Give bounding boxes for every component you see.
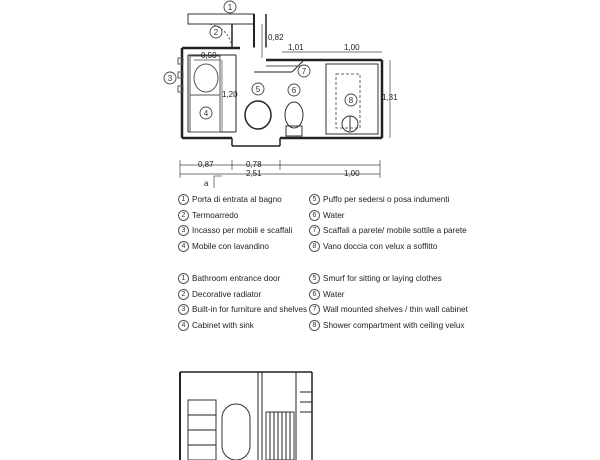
- dim-0-82: 0,82: [268, 33, 284, 42]
- marker-1: 1: [227, 3, 233, 12]
- legend-it-item-4: [178, 239, 328, 255]
- legend-text: Water: [323, 289, 345, 299]
- legend-it-item-2: [178, 208, 328, 224]
- dim-0-87: 0,87: [198, 160, 214, 169]
- marker-2-icon: 2: [178, 289, 189, 300]
- room-walls: [182, 48, 382, 138]
- legend-en-item-7: [309, 302, 489, 318]
- marker-5-icon: 5: [309, 194, 320, 205]
- legend-text: Decorative radiator: [192, 289, 262, 299]
- legend-en-item-5: [309, 271, 489, 287]
- section-elevation: [180, 372, 312, 460]
- marker-1-icon: 1: [178, 273, 189, 284]
- marker-5: 5: [255, 85, 261, 94]
- section-label-a: a: [204, 179, 209, 188]
- legend-text: Wall mounted shelves / thin wall cabinet: [323, 305, 468, 314]
- dim-1-00-bottom: 1,00: [344, 169, 360, 178]
- legend-it-item-7: [309, 223, 489, 239]
- marker-8-icon: 8: [309, 320, 320, 331]
- legend-italian-right: [309, 192, 489, 254]
- legend-it-item-5: [309, 192, 489, 208]
- marker-2: 2: [213, 28, 219, 37]
- marker-4-icon: 4: [178, 320, 189, 331]
- marker-6-icon: 6: [309, 289, 320, 300]
- legend-text: Water: [323, 210, 345, 220]
- legend-text: Bathroom entrance door: [192, 274, 281, 283]
- marker-1-icon: 1: [178, 194, 189, 205]
- marker-3-icon: 3: [178, 225, 189, 236]
- legend-en-item-8: [309, 318, 489, 334]
- dim-1-31: 1,31: [382, 93, 398, 102]
- marker-5-icon: 5: [309, 273, 320, 284]
- legend-it-item-1: [178, 192, 328, 208]
- marker-6-icon: 6: [309, 210, 320, 221]
- marker-6: 6: [291, 86, 297, 95]
- legend-text: Puffo per sedersi o posa indumenti: [323, 195, 450, 204]
- dim-1-00-top: 1,00: [344, 43, 360, 52]
- legend-text: Smurf for sitting or laying clothes: [323, 274, 442, 283]
- legend-en-item-1: [178, 271, 328, 287]
- legend-en-item-3: [178, 302, 328, 318]
- dim-0-78: 0,78: [246, 160, 262, 169]
- marker-3: 3: [167, 74, 173, 83]
- dim-1-20: 1,20: [222, 90, 238, 99]
- marker-3-icon: 3: [178, 304, 189, 315]
- legend-text: Built-in for furniture and shelves: [192, 305, 308, 314]
- legend-it-item-6: [309, 208, 489, 224]
- marker-7-icon: 7: [309, 225, 320, 236]
- bottom-frame: [232, 138, 280, 146]
- marker-8: 8: [348, 96, 354, 105]
- marker-8-icon: 8: [309, 241, 320, 252]
- dim-0-50: 0,50: [201, 51, 217, 60]
- entrance-door: [206, 24, 232, 48]
- legend-en-item-2: [178, 287, 328, 303]
- legend-text: Vano doccia con velux a soffitto: [323, 241, 438, 251]
- marker-7-icon: 7: [309, 304, 320, 315]
- marker-7: 7: [301, 67, 307, 76]
- legend-text: Termoarredo: [192, 210, 239, 220]
- marker-4-icon: 4: [178, 241, 189, 252]
- legend-text: Incasso per mobili e scaffali: [192, 226, 293, 235]
- legend-english-right: [309, 271, 489, 333]
- legend-english: [178, 271, 328, 333]
- legend-text: Cabinet with sink: [192, 320, 254, 330]
- marker-2-icon: 2: [178, 210, 189, 221]
- legend-en-item-6: [309, 287, 489, 303]
- dim-1-01: 1,01: [288, 43, 304, 52]
- legend-text: Scaffali a parete/ mobile sottile a parete: [323, 226, 467, 235]
- legend-en-item-4: [178, 318, 328, 334]
- legend-it-item-3: [178, 223, 328, 239]
- legend-italian: [178, 192, 328, 254]
- legend-text: Shower compartment with ceiling velux: [323, 320, 465, 330]
- dim-2-51: 2,51: [246, 169, 262, 178]
- marker-4: 4: [203, 109, 209, 118]
- legend-text: Mobile con lavandino: [192, 241, 269, 251]
- legend-text: Porta di entrata al bagno: [192, 195, 282, 204]
- legend-it-item-8: [309, 239, 489, 255]
